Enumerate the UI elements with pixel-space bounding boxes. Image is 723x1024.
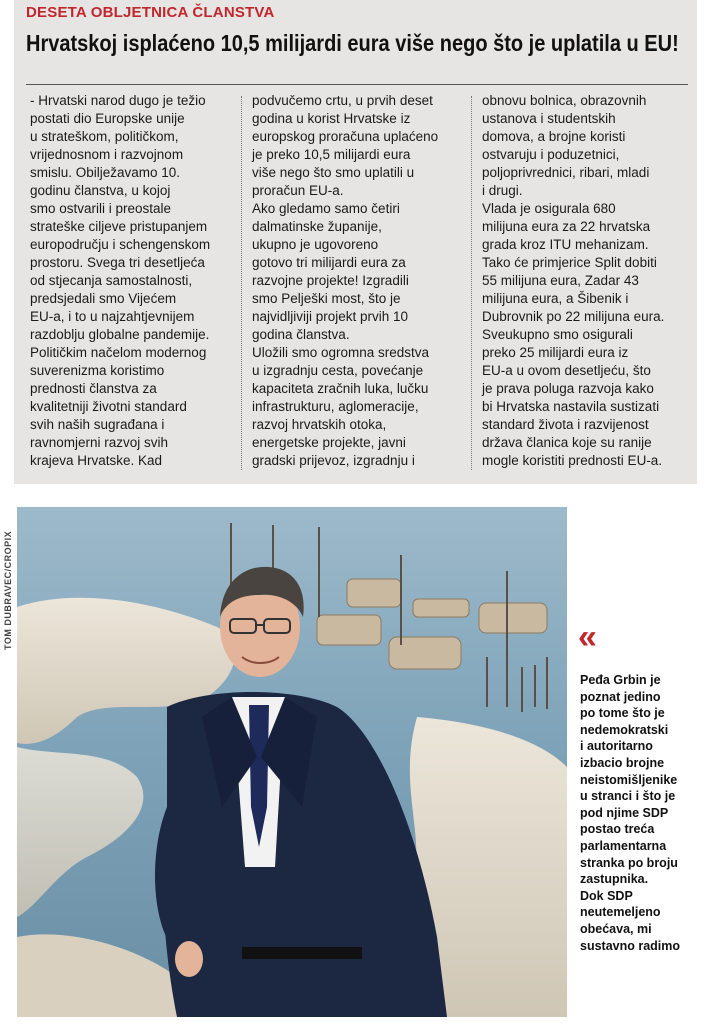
article-kicker: DESETA OBLJETNICA ČLANSTVA <box>26 4 275 21</box>
text-line: proračun EU-a. <box>252 183 344 198</box>
text-line: prostoru. Svega tri desetljeća <box>30 255 205 270</box>
quote-line: izbacio brojne <box>580 755 665 770</box>
text-line: od stjecanja samostalnosti, <box>30 273 193 288</box>
text-line: bi Hrvatska nastavila sustizati <box>482 399 660 414</box>
quote-line: neutemeljeno <box>580 905 661 920</box>
quote-line: stranka po broju <box>580 855 678 870</box>
text-line: smo Pelješki most, što je <box>252 291 401 306</box>
text-line: infrastrukturu, aglomeracije, <box>252 399 419 414</box>
text-line: strateške ciljeve pristupanjem <box>30 219 208 234</box>
quote-line: postao treća <box>580 822 655 837</box>
text-line: Sveukupno smo osigurali <box>482 327 633 342</box>
text-line: Uložili smo ogromna sredstva <box>252 345 430 360</box>
text-line: milijuna eura za 22 hrvatska <box>482 219 651 234</box>
quote-line: nedemokratski <box>580 722 669 737</box>
text-line: je preko 10,5 milijardi eura <box>252 147 411 162</box>
text-line: postati dio Europske unije <box>30 111 185 126</box>
text-line: najvidljiviji projekt prvih 10 <box>252 309 409 324</box>
text-column-1 <box>30 92 238 470</box>
quote-line: i autoritarno <box>580 739 653 754</box>
text-line: obnovu bolnica, obrazovnih <box>482 93 647 108</box>
quote-line: u stranci i što je <box>580 789 676 804</box>
text-line: suverenizma koristimo <box>30 363 165 378</box>
quote-line: po tome što je <box>580 706 665 721</box>
text-line: je prava poluga razvoja kako <box>482 381 654 396</box>
text-line: godinu članstva, u kojoj <box>30 183 171 198</box>
text-line: - Hrvatski narod dugo je težio <box>30 93 206 108</box>
text-line: Tako će primjerice Split dobiti <box>482 255 657 270</box>
text-line: gradski prijevoz, izgradnju i <box>252 453 415 468</box>
text-column-3 <box>482 92 690 470</box>
text-line: kvalitetniji životni standard <box>30 399 187 414</box>
text-line: u strateškom, političkom, <box>30 129 179 144</box>
text-line: razdoblju globalne pandemije. <box>30 327 210 342</box>
text-line: Ako gledamo samo četiri <box>252 201 400 216</box>
text-line: vrijednosnom i razvojnom <box>30 147 184 162</box>
text-line: EU-a u ovom desetljeću, što <box>482 363 651 378</box>
text-line: mogle koristiti prednosti EU-a. <box>482 453 663 468</box>
text-line: gotovo tri milijardi eura za <box>252 255 406 270</box>
text-line: Dubrovnik po 22 milijuna eura. <box>482 309 665 324</box>
quote-mark: « <box>578 618 591 656</box>
pull-quote <box>580 672 720 954</box>
article-photo <box>17 507 567 1017</box>
article-headline: Hrvatskoj isplaćeno 10,5 milijardi eura više nego što je uplatila u EU! <box>26 30 679 56</box>
text-line: razvoj hrvatskih otoka, <box>252 417 387 432</box>
text-line: ostvaruju i poduzetnici, <box>482 147 620 162</box>
column-separator <box>241 96 242 470</box>
quote-line: zastupnika. <box>580 872 649 887</box>
text-line: u izgradnju cesta, povećanje <box>252 363 424 378</box>
text-line: i drugi. <box>482 183 523 198</box>
text-column-2 <box>252 92 460 470</box>
text-line: ravnomjerni razvoj svih <box>30 435 169 450</box>
quote-line: pod njime SDP <box>580 805 669 820</box>
quote-line: poznat jedino <box>580 689 661 704</box>
text-line: Političkim načelom modernog <box>30 345 207 360</box>
quote-line: Peđa Grbin je <box>580 673 661 687</box>
quote-line: Dok SDP <box>580 888 633 903</box>
text-line: država članica koje su ranije <box>482 435 652 450</box>
quote-line: neistomišljenike <box>580 772 678 787</box>
text-line: smislu. Obilježavamo 10. <box>30 165 181 180</box>
text-line: poljoprivrednici, ribari, mladi <box>482 165 650 180</box>
text-line: više nego što smo uplatili u <box>252 165 415 180</box>
text-line: europskog proračuna uplaćeno <box>252 129 439 144</box>
text-line: Vlada je osigurala 680 <box>482 201 616 216</box>
text-line: krajeva Hrvatske. Kad <box>30 453 163 468</box>
text-line: razvojne projekte! Izgradili <box>252 273 409 288</box>
text-line: energetske projekte, javni <box>252 435 406 450</box>
text-line: podvučemo crtu, u prvih deset <box>252 93 433 108</box>
headline-divider <box>26 84 688 85</box>
text-line: ustanova i studentskih <box>482 111 616 126</box>
quote-line: obećava, mi <box>580 921 652 936</box>
text-line: 55 milijuna eura, Zadar 43 <box>482 273 639 288</box>
column-separator <box>471 96 472 470</box>
text-line: EU-a, i to u najzahtjevnijem <box>30 309 195 324</box>
text-line: godina članstva. <box>252 327 350 342</box>
text-line: standard života i razvijenost <box>482 417 649 432</box>
quote-line: parlamentarna <box>580 838 667 853</box>
quote-line: sustavno radimo <box>580 938 681 953</box>
text-line: dalmatinske županije, <box>252 219 382 234</box>
text-line: predsjedali smo Vijećem <box>30 291 177 306</box>
text-line: prednosti članstva za <box>30 381 157 396</box>
text-line: ukupno je ugovoreno <box>252 237 379 252</box>
text-line: milijuna eura, a Šibenik i <box>482 291 629 306</box>
text-line: godina u korist Hrvatske iz <box>252 111 411 126</box>
text-line: kapaciteta zračnih luka, lučku <box>252 381 429 396</box>
text-line: domova, a brojne koristi <box>482 129 626 144</box>
photo-credit: TOM DUBRAVEC/CROPIX <box>3 530 13 650</box>
text-line: smo ostvarili i preostale <box>30 201 172 216</box>
text-line: preko 25 milijardi eura iz <box>482 345 629 360</box>
text-line: grada kroz ITU mehanizam. <box>482 237 649 252</box>
text-line: europodručju i schengenskom <box>30 237 211 252</box>
text-line: svih naših sugrađana i <box>30 417 165 432</box>
